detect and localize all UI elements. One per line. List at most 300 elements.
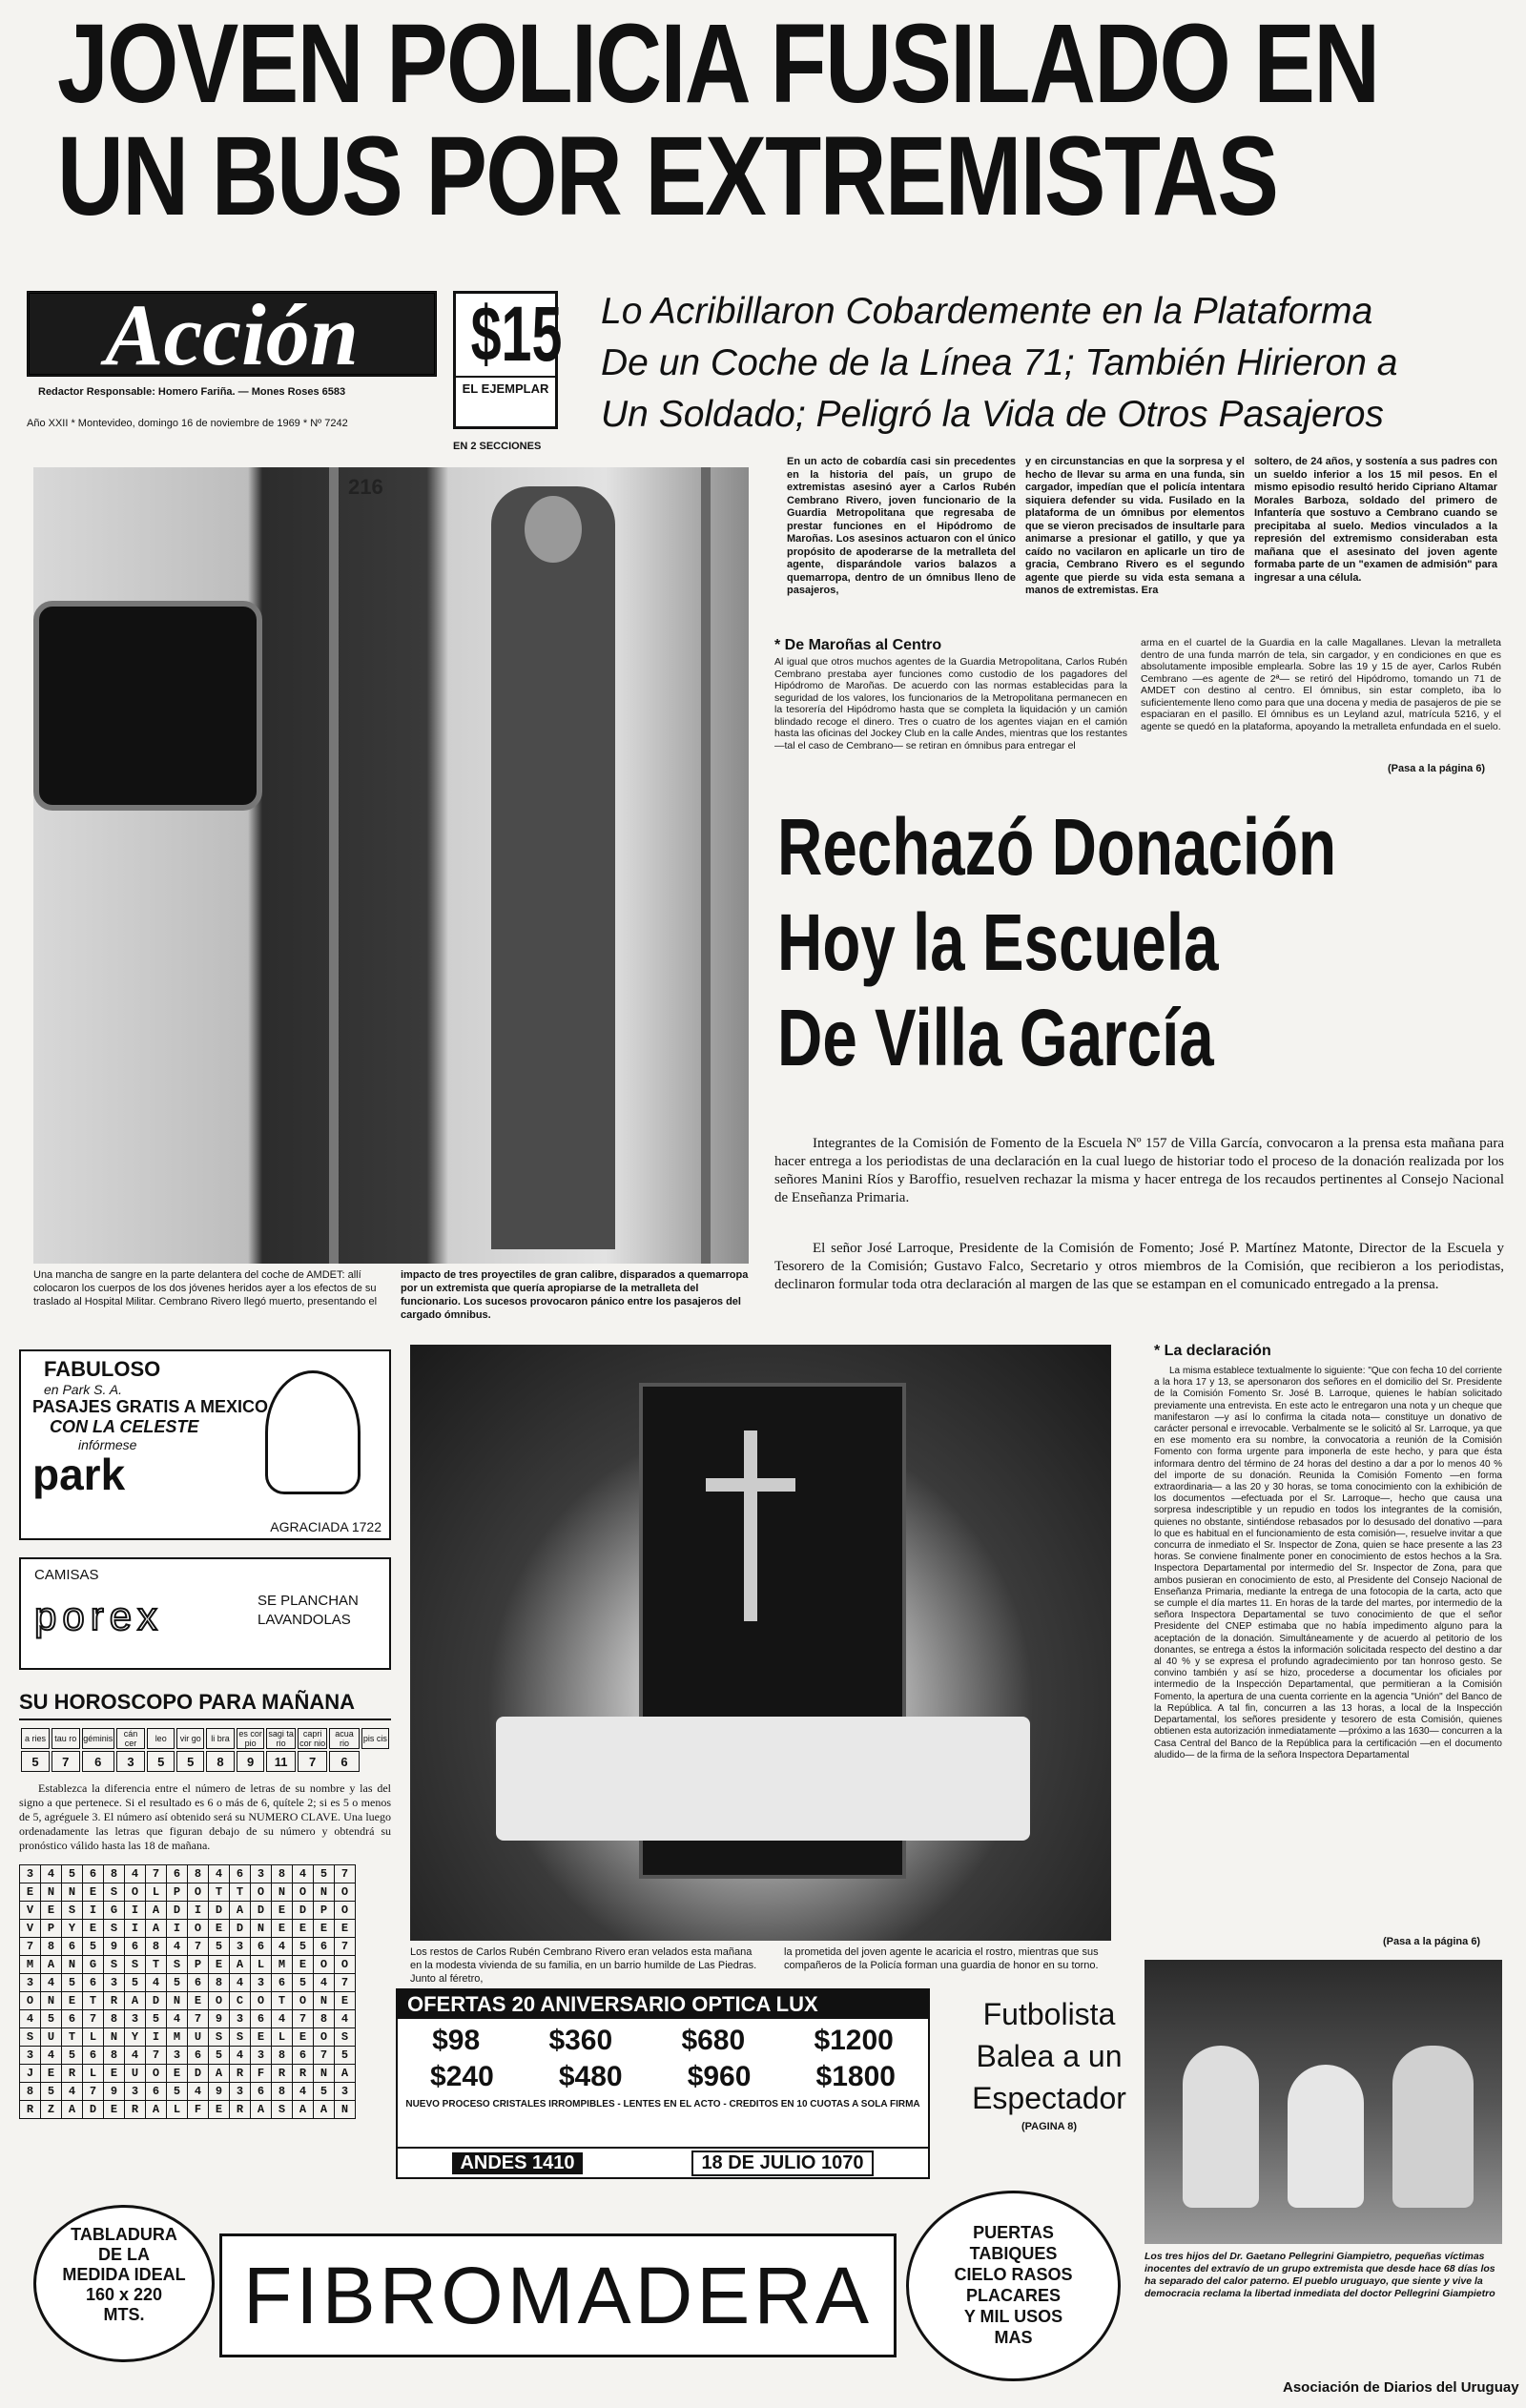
letter-grid-cell: O xyxy=(20,1992,41,2010)
letter-grid-cell: 5 xyxy=(83,1938,104,1956)
letter-grid-cell: 8 xyxy=(272,1865,293,1883)
letter-grid-cell: N xyxy=(314,2065,335,2083)
letter-grid-cell: L xyxy=(272,2028,293,2047)
price-unit: EL EJEMPLAR xyxy=(456,376,555,396)
optica-price: $960 xyxy=(687,2061,752,2092)
letter-grid-cell: 3 xyxy=(230,1938,251,1956)
letter-grid-cell: 4 xyxy=(167,2010,188,2028)
letter-grid-cell: 4 xyxy=(314,1974,335,1992)
letter-grid-cell: D xyxy=(251,1902,272,1920)
letter-grid-cell: L xyxy=(146,1883,167,1902)
letter-grid-cell: T xyxy=(62,2028,83,2047)
letter-grid-cell: S xyxy=(104,1956,125,1974)
letter-grid-cell: A xyxy=(125,1992,146,2010)
letter-grid-cell: Z xyxy=(41,2101,62,2119)
letter-grid-row xyxy=(20,1865,356,1883)
letter-grid-cell: 6 xyxy=(251,2010,272,2028)
horoscope-sign-cell: es cor pio xyxy=(237,1728,265,1749)
fibro-right-3: CIELO RASOS xyxy=(954,2265,1073,2284)
letter-grid-cell: E xyxy=(251,2028,272,2047)
letter-grid-cell: I xyxy=(125,1920,146,1938)
horoscope-sign-cell: vir go xyxy=(176,1728,204,1749)
dateline: Año XXII * Montevideo, domingo 16 de noviembre de 1969 * Nº 7242 xyxy=(27,418,348,429)
letter-grid-cell: 3 xyxy=(104,1974,125,1992)
letter-grid-cell: 6 xyxy=(314,1938,335,1956)
letter-grid-cell: E xyxy=(293,1956,314,1974)
optica-addresses xyxy=(398,2147,928,2177)
optica-price: $240 xyxy=(430,2061,494,2092)
letter-grid-cell: 6 xyxy=(167,1865,188,1883)
letter-grid-cell: F xyxy=(251,2065,272,2083)
school-headline xyxy=(777,799,1502,1085)
letter-grid-row xyxy=(20,1992,356,2010)
letter-grid-cell: 7 xyxy=(188,2010,209,2028)
letter-grid-cell: 4 xyxy=(230,2047,251,2065)
letter-grid-cell: E xyxy=(41,2065,62,2083)
letter-grid-cell: 3 xyxy=(20,2047,41,2065)
letter-grid-cell: D xyxy=(83,2101,104,2119)
letter-grid-cell: T xyxy=(83,1992,104,2010)
letter-grid-cell: 7 xyxy=(188,1938,209,1956)
fibro-right-1: PUERTAS xyxy=(973,2223,1054,2242)
letter-grid-cell: D xyxy=(188,2065,209,2083)
subheadline-line-1: Lo Acribillaron Cobardemente en la Plataforma xyxy=(601,291,1373,332)
letter-grid-cell: J xyxy=(20,2065,41,2083)
declaration-heading: * La declaración xyxy=(1154,1343,1271,1359)
horoscope-sign-cell: acua rio xyxy=(329,1728,359,1749)
letter-grid-cell: 8 xyxy=(272,2047,293,2065)
letter-grid-row xyxy=(20,2065,356,2083)
letter-grid-cell: 3 xyxy=(20,1865,41,1883)
letter-grid-cell: N xyxy=(167,1992,188,2010)
letter-grid-cell: 8 xyxy=(209,1974,230,1992)
letter-grid-cell: 5 xyxy=(314,1865,335,1883)
letter-grid-cell: O xyxy=(314,2028,335,2047)
park-ad xyxy=(19,1349,391,1540)
horoscope-instructions: Establezca la diferencia entre el número de letras de su nombre y las del signo a que pertenece. Si el resultado es 6 o más de 6, quítele 2; si es 5 o menos de 5, agréguele 3. El número así obtenido será su NUMERO CLAVE. Una luego ordenadamente las letras que figuran debajo de su número y obtendrá su pronóstico válido hasta las 18 de mañana. xyxy=(19,1781,391,1852)
school-paragraph-2: El señor José Larroque, Presidente de la Comisión de Fomento; José P. Martínez Matonte, Director de la Escuela y Tesorero de la Comisión; Gustavo Falco, Secretario y otros miembros de la Comisión, que recibieron a los periodistas, declinaron formular toda otra declaración al margen de las que se estampan en el comunicado entregado a la prensa. xyxy=(774,1241,1504,1292)
horoscope-number-cell: 11 xyxy=(266,1751,296,1772)
letter-grid-cell: L xyxy=(83,2065,104,2083)
letter-grid-cell: 8 xyxy=(20,2083,41,2101)
letter-grid-cell: 7 xyxy=(83,2010,104,2028)
headline-line-2: UN BUS POR EXTREMISTAS xyxy=(57,113,1278,239)
horoscope-number-cell: 3 xyxy=(116,1751,145,1772)
letter-grid-cell: 8 xyxy=(314,2010,335,2028)
letter-grid-cell: 4 xyxy=(167,1938,188,1956)
horoscope-signs-table xyxy=(19,1726,391,1774)
letter-grid-cell: O xyxy=(314,1956,335,1974)
horoscope-number-cell: 5 xyxy=(21,1751,50,1772)
letter-grid-cell: M xyxy=(272,1956,293,1974)
porex-brand: porex xyxy=(34,1594,164,1638)
letter-grid-cell: M xyxy=(167,2028,188,2047)
letter-grid-cell: T xyxy=(209,1883,230,1902)
school-paragraph-1: Integrantes de la Comisión de Fomento de la Escuela Nº 157 de Villa García, convocaron a la prensa esta mañana para hacer entrega a los periodistas de una declaración en la cual luego de historiar todo el proceso de la donación realizada por los señores Manini Ríos y Baroffio, resuelven rechazar la misma y hacer entrega de los recaudos pertinentes al Consejo Nacional de Enseñanza Primaria. xyxy=(774,1136,1504,1205)
letter-grid-cell: 5 xyxy=(62,2047,83,2065)
letter-grid-cell: 5 xyxy=(41,2010,62,2028)
letter-grid-cell: 5 xyxy=(167,2083,188,2101)
letter-grid-cell: I xyxy=(83,1902,104,1920)
subheadline xyxy=(601,286,1507,441)
letter-grid-cell: O xyxy=(293,1992,314,2010)
letter-grid-cell: 3 xyxy=(167,2047,188,2065)
letter-grid-row xyxy=(20,1974,356,1992)
horoscope-sign-cell: géminis xyxy=(82,1728,114,1749)
letter-grid-cell: 6 xyxy=(125,1938,146,1956)
letter-grid-cell: O xyxy=(188,1883,209,1902)
school-headline-line-2: Hoy la Escuela xyxy=(777,897,1219,987)
letter-grid-cell: A xyxy=(41,1956,62,1974)
horoscope-sign-cell: pis cis xyxy=(361,1728,389,1749)
letter-grid-cell: 3 xyxy=(251,1974,272,1992)
photo-caption-2b: la prometida del joven agente le acaricia el rostro, mientras que sus compañeros de la Policía forman una guardia de honor en su torno. xyxy=(784,1946,1099,1971)
letter-grid-cell: 4 xyxy=(62,2083,83,2101)
letter-grid-cell: 6 xyxy=(62,2010,83,2028)
letter-grid-cell: A xyxy=(230,1956,251,1974)
children-photo xyxy=(1144,1960,1502,2244)
letter-grid-cell: D xyxy=(146,1992,167,2010)
optica-address-1: ANDES 1410 xyxy=(452,2152,582,2174)
fibro-left-4: 160 x 220 xyxy=(85,2285,163,2304)
horoscope-number-cell: 5 xyxy=(147,1751,175,1772)
letter-grid-cell: U xyxy=(41,2028,62,2047)
letter-grid-cell: P xyxy=(188,1956,209,1974)
letter-grid-cell: 5 xyxy=(62,1974,83,1992)
futbolista-teaser xyxy=(963,1993,1135,2134)
optica-title: OFERTAS 20 ANIVERSARIO OPTICA LUX xyxy=(398,1990,928,2019)
letter-grid-cell: E xyxy=(209,1920,230,1938)
letter-grid-cell: I xyxy=(167,1920,188,1938)
letter-grid-cell: A xyxy=(146,1902,167,1920)
school-headline-line-1: Rechazó Donación xyxy=(777,802,1337,892)
park-company: en Park S. A. xyxy=(44,1382,122,1397)
letter-grid-cell: S xyxy=(272,2101,293,2119)
letter-grid-cell: I xyxy=(146,2028,167,2047)
police-photo xyxy=(33,467,749,1264)
policeman-figure xyxy=(491,486,615,1249)
letter-grid-cell: 4 xyxy=(209,1865,230,1883)
letter-grid-cell: 7 xyxy=(293,2010,314,2028)
declaration-text: La misma establece textualmente lo siguiente: "Que con fecha 10 del corriente a la hora 17 y 13, se apersonaron dos señores en el domicilio del Sr. Presidente de la Comisión Fomento Sr. José B. Larroque, quienes le habían solicitado previamente una entrevista. En este acto le entregaron una nota y un cheque que manifestaron —y así lo confirma la citada nota— constituye un donativo de carácter personal e irrevocable. Verbalmente se le solicitó al Sr. Larroque, ya que en ese momento era su nombre, la convocatoria a reunión de la Comisión Fomento con forma urgente para imponerla de este hecho, y para que ésta informara dentro del término de 24 horas del destino a dar a por lo menos 40 % del importe de su donación. Reunida la Comisión Fomento —en forma extraordinaria— a las 20 y 30 horas, se toma conocimiento con la exhibición de los documentos —efectuada por el Sr. Larroque—, hecho que causa una sorpresa indescriptible y un repudio en todos los integrantes de la comisión, quienes no obstante, sintiéndose rebasados por lo desusado del donativo —para lo que es habitual en el funcionamiento de esta comisión—, resuelve invitar a que concurra de inmediato el Sr. Inspector de Zona, quien se hace presente a las 23 horas. Se conviene finalmente poner en conocimiento de estos hechos a la Sra. Inspectora Departamental por intermedio del Sr. Inspector de Zona, para que ambos pusieran en conocimiento de esto, al Presidente del Consejo Nacional de Enseñanza Primaria, mediante la entrega de una fotocopia de la carta, acto que se cumple el día martes 11. En horas de la tarde del martes, por intermedio de la señora Inspectora Departamental se tuvo conocimiento de que el señor Presidente del CNEP estimaba que no había impedimento alguno para la aceptación de la donación. Simultáneamente y de acuerdo al petitorio de los donantes, se entrega a éstos la información solicitada respecto del destino a dar al 40 % y se expresa el profundo agradecimiento por tan honroso gesto. Se convino también y así se hizo, procederse a documentar los oficiales por intermedio de la Inspección Departamental, que permitieran a la Comisión Fomento, la apertura de una cuenta corriente en la agencia "Unión" del Banco de la República. A tal fin, concurren a las 13 horas, a local de la Inspección Departamental, los señores presidente y tesorero de esta Comisión, quienes obtienen esta autorización inmediatamente —próximo a las 1630— concurren a la Casa Central del Banco de la República para la certificación —en el documento aludido— de la firma de la señora Inspectora Departamental xyxy=(1154,1366,1502,1760)
letter-grid-cell: L xyxy=(167,2101,188,2119)
letter-grid-cell: S xyxy=(167,1956,188,1974)
letter-grid-cell: 5 xyxy=(335,2047,356,2065)
letter-grid-cell: 5 xyxy=(209,1938,230,1956)
letter-grid-cell: E xyxy=(104,2065,125,2083)
letter-grid-cell: V xyxy=(20,1902,41,1920)
letter-grid-cell: O xyxy=(125,1883,146,1902)
letter-grid-cell: 4 xyxy=(230,1974,251,1992)
horoscope-sign-cell: a ries xyxy=(21,1728,50,1749)
optica-prices-row-1 xyxy=(398,2025,928,2057)
letter-grid-cell: 6 xyxy=(146,2083,167,2101)
letter-grid-cell: 4 xyxy=(41,1865,62,1883)
letter-grid-cell: E xyxy=(293,1920,314,1938)
letter-grid-cell: 4 xyxy=(125,2047,146,2065)
letter-grid-cell: G xyxy=(83,1956,104,1974)
letter-grid-cell: A xyxy=(251,2101,272,2119)
horoscope-number-cell: 6 xyxy=(82,1751,114,1772)
letter-grid-cell: O xyxy=(188,1920,209,1938)
horoscope-number-cell: 5 xyxy=(176,1751,204,1772)
letter-grid-cell: N xyxy=(251,1920,272,1938)
letter-grid-cell: 8 xyxy=(104,2047,125,2065)
letter-grid-cell: N xyxy=(335,2101,356,2119)
letter-grid-cell: 3 xyxy=(335,2083,356,2101)
letter-grid-cell: R xyxy=(272,2065,293,2083)
optica-price: $480 xyxy=(558,2061,623,2092)
letter-grid-cell: A xyxy=(293,2101,314,2119)
porex-ad xyxy=(19,1557,391,1670)
fibro-left-5: MTS. xyxy=(103,2305,145,2324)
fibro-left-2: DE LA xyxy=(98,2245,150,2264)
letter-grid-cell: R xyxy=(230,2065,251,2083)
letter-grid-cell: 9 xyxy=(104,1938,125,1956)
letter-grid-cell: A xyxy=(209,2065,230,2083)
letter-grid-cell: E xyxy=(62,1992,83,2010)
maronas-text-1: Al igual que otros muchos agentes de la Guardia Metropolitana, Carlos Rubén Cembrano prestaba ayer funciones como custodio de los pagadores del Hipódromo de Maroñas. De acuerdo con las normas establecidas para la seguridad de los valores, los funcionarios de la Metropolitana permanecen en la tesorería del Hipódromo hasta que se completa la liquidación y un camión blindado recoge el dinero. Tres o cuatro de los agentes viajan en el camión hasta las oficinas del Jockey Club en la calle Andes, mientras que los restantes —tal el caso de Cembrano— se retiran en ómnibus para entregar el xyxy=(774,656,1127,751)
horoscope-sign-cell: tau ro xyxy=(52,1728,80,1749)
letter-grid-cell: T xyxy=(272,1992,293,2010)
cross-icon xyxy=(744,1430,757,1621)
futbolista-line-3: Espectador xyxy=(972,2081,1126,2115)
letter-grid-cell: S xyxy=(230,2028,251,2047)
coffin xyxy=(496,1717,1030,1841)
letter-grid-cell: 3 xyxy=(125,2010,146,2028)
letter-grid-cell: 8 xyxy=(104,1865,125,1883)
letter-grid-cell: 7 xyxy=(20,1938,41,1956)
letter-grid-cell: D xyxy=(230,1920,251,1938)
footer-credit: Asociación de Diarios del Uruguay xyxy=(1283,2379,1519,2396)
letter-grid-cell: 7 xyxy=(335,1865,356,1883)
headline-line-1: JOVEN POLICIA FUSILADO EN xyxy=(57,1,1379,127)
optica-price: $1800 xyxy=(815,2061,896,2092)
maronas-continued: (Pasa a la página 6) xyxy=(1388,763,1486,774)
letter-grid-cell: E xyxy=(188,1992,209,2010)
letter-grid-cell: Y xyxy=(125,2028,146,2047)
letter-grid-cell: R xyxy=(104,1992,125,2010)
policeman-head xyxy=(525,496,582,563)
letter-grid-row xyxy=(20,2083,356,2101)
letter-grid-cell: 3 xyxy=(230,2010,251,2028)
letter-grid-cell: 6 xyxy=(188,1974,209,1992)
letter-grid-cell: 5 xyxy=(293,1938,314,1956)
park-brand: park xyxy=(32,1450,126,1499)
letter-grid-cell: E xyxy=(335,1920,356,1938)
letter-grid-cell: S xyxy=(104,1883,125,1902)
letter-grid-cell: N xyxy=(272,1883,293,1902)
letter-grid-cell: O xyxy=(251,1883,272,1902)
letter-grid-cell: U xyxy=(125,2065,146,2083)
letter-grid-cell: R xyxy=(293,2065,314,2083)
park-offer: PASAJES GRATIS A MEXICO xyxy=(32,1397,269,1416)
letter-grid-cell: 4 xyxy=(293,1865,314,1883)
letter-grid-cell: E xyxy=(83,1920,104,1938)
letter-grid-row xyxy=(20,1956,356,1974)
porex-tagline xyxy=(258,1592,359,1630)
letter-grid-cell: 6 xyxy=(251,2083,272,2101)
letter-grid-cell: A xyxy=(146,1920,167,1938)
letter-grid-cell: 3 xyxy=(251,2047,272,2065)
futbolista-page: (PAGINA 8) xyxy=(1021,2121,1078,2132)
letter-grid-cell: 5 xyxy=(41,2083,62,2101)
letter-grid-cell: Y xyxy=(62,1920,83,1938)
fibro-brand: FIBROMADERA xyxy=(219,2233,897,2357)
letter-grid-cell: 9 xyxy=(209,2083,230,2101)
fibro-right-badge xyxy=(906,2191,1121,2381)
letter-grid-cell: 8 xyxy=(272,2083,293,2101)
futbolista-line-2: Balea a un xyxy=(976,2039,1123,2073)
optica-price: $680 xyxy=(681,2025,746,2056)
letter-grid-cell: 6 xyxy=(251,1938,272,1956)
horoscope-sign-cell: sagi ta rio xyxy=(266,1728,296,1749)
letter-grid-cell: 7 xyxy=(335,1938,356,1956)
horoscope-number-cell: 6 xyxy=(329,1751,359,1772)
lead-column-2: y en circunstancias en que la sorpresa y el hecho de llevar su arma en una funda, sin cargador, impedían que el policía intentara siquiera defender su vida. Fusilado en la plataforma de un ómnibus por elementos que se vieron precisados de insultarle para animarse a presionar el gatillo, y que ya caído no vacilaron en aplicarle un tiro de gracia, Cembrano Rivero es el segundo agente que pierde su vida esta semana a manos de extremistas. Era xyxy=(1025,456,1245,596)
letter-grid-cell: 5 xyxy=(146,2010,167,2028)
letter-grid-row xyxy=(20,1920,356,1938)
horoscope-number-cell: 8 xyxy=(206,1751,235,1772)
letter-grid-cell: 5 xyxy=(314,2083,335,2101)
letter-grid-cell: A xyxy=(62,2101,83,2119)
horoscope-number-cell: 9 xyxy=(237,1751,265,1772)
photo-caption-1b: impacto de tres proyectiles de gran calibre, disparados a quemarropa por un extremista que quería apropiarse de la metralleta del funcionario. Los sucesos provocaron pánico entre los pasajeros del cargado ómnibus. xyxy=(401,1269,749,1321)
letter-grid-cell: 8 xyxy=(104,2010,125,2028)
horoscope-signs-row xyxy=(21,1728,389,1749)
letter-grid-cell: S xyxy=(20,2028,41,2047)
letter-grid-cell: 9 xyxy=(209,2010,230,2028)
letter-grid-cell: 7 xyxy=(146,1865,167,1883)
letter-grid-cell: N xyxy=(104,2028,125,2047)
lead-column-1: En un acto de cobardía casi sin precedentes en la historia del país, un grupo de extremistas asesinó ayer a Carlos Rubén Cembrano Rivero, joven funcionario de la Guardia Metropolitana que regresaba de prestar funciones en el Hipódromo de Maroñas. Los asesinos actuaron con el único propósito de apoderarse de la metralleta del agente, disparándole varios balazos a quemarropa, dentro de un ómnibus lleno de pasajeros, xyxy=(787,456,1016,596)
horoscope-sign-cell: capri cor nio xyxy=(298,1728,327,1749)
letter-grid-cell: O xyxy=(335,1883,356,1902)
optica-price: $98 xyxy=(432,2025,481,2056)
letter-grid-cell: 6 xyxy=(83,2047,104,2065)
letter-grid-cell: A xyxy=(230,1902,251,1920)
letter-grid-cell: R xyxy=(125,2101,146,2119)
letter-grid-cell: P xyxy=(41,1920,62,1938)
sections-note: EN 2 SECCIONES xyxy=(453,441,542,452)
letter-grid-cell: E xyxy=(335,1992,356,2010)
letter-grid-cell: N xyxy=(41,1992,62,2010)
letter-grid-cell: N xyxy=(314,1883,335,1902)
letter-grid-cell: N xyxy=(62,1956,83,1974)
letter-grid-cell: E xyxy=(41,1902,62,1920)
letter-grid-cell: R xyxy=(230,2101,251,2119)
letter-grid-cell: 8 xyxy=(188,1865,209,1883)
horoscope-sign-cell: cán cer xyxy=(116,1728,145,1749)
park-address: AGRACIADA 1722 xyxy=(270,1519,382,1534)
horoscope-number-cell: 7 xyxy=(52,1751,80,1772)
letter-grid-cell: F xyxy=(188,2101,209,2119)
letter-grid-cell: 5 xyxy=(125,1974,146,1992)
letter-grid-cell: S xyxy=(335,2028,356,2047)
letter-grid-cell: M xyxy=(20,1956,41,1974)
letter-grid-cell: 5 xyxy=(62,1865,83,1883)
horoscope-title: SU HOROSCOPO PARA MAÑANA xyxy=(19,1690,391,1720)
letter-grid-cell: E xyxy=(167,2065,188,2083)
letter-grid-row xyxy=(20,2010,356,2028)
letter-grid-cell: E xyxy=(314,1920,335,1938)
letter-grid-cell: 7 xyxy=(146,2047,167,2065)
declaration-continued: (Pasa a la página 6) xyxy=(1383,1936,1481,1947)
letter-grid-cell: S xyxy=(125,1956,146,1974)
letter-grid-cell: 4 xyxy=(293,2083,314,2101)
maronas-text-2: arma en el cuartel de la Guardia en la calle Magallanes. Llevan la metralleta dentro de una funda marrón de tela, sin cargador, y en condiciones en que es absolutamente imposible emplearla. Sobre las 19 y 15 de ayer, Carlos Rubén Cembrano —es agente de 2ª— se retiró del Hipódromo, tomando un 71 de AMDET con destino al centro. El ómnibus, sin estar completo, iba lo suficientemente lleno como para que una docena y media de pasajeros de pie se espaciaran en el pasillo. El ómnibus es un Leyland azul, matrícula 5216, y el agente se quedó en la plataforma, apoyando la metralleta enfundada en el suelo. xyxy=(1141,637,1501,732)
letter-grid-cell: E xyxy=(20,1883,41,1902)
photo-caption-1a: Una mancha de sangre en la parte delantera del coche de AMDET: allí colocaron los cuerpos de los dos jóvenes heridos ayer a los efectos de su traslado al Hospital Militar. Cembrano Rivero llegó muerto, presentando el xyxy=(33,1269,378,1307)
letter-grid-cell: 4 xyxy=(41,1974,62,1992)
letter-grid-cell: 7 xyxy=(335,1974,356,1992)
letter-grid-cell: 4 xyxy=(125,1865,146,1883)
letter-grid-cell: N xyxy=(62,1883,83,1902)
child-figure xyxy=(1183,2046,1259,2208)
letter-grid-cell: 6 xyxy=(62,1938,83,1956)
porex-tagline-1: SE PLANCHAN xyxy=(258,1593,359,1609)
letter-grid-cell: O xyxy=(251,1992,272,2010)
photo-caption-2a: Los restos de Carlos Rubén Cembrano Rivero eran velados esta mañana en la modesta vivienda de su familia, en un barrio humilde de Las Piedras. Junto al féretro, xyxy=(410,1946,757,1985)
letter-grid-cell: 5 xyxy=(209,2047,230,2065)
child-figure xyxy=(1392,2046,1474,2208)
horoscope-numbers-row xyxy=(21,1751,389,1772)
letter-grid-cell: E xyxy=(209,1956,230,1974)
letter-grid-cell: 3 xyxy=(251,1865,272,1883)
letter-grid-cell: L xyxy=(251,1956,272,1974)
letter-grid-cell: R xyxy=(62,2065,83,2083)
letter-grid-cell: I xyxy=(125,1902,146,1920)
cross-bar xyxy=(706,1478,795,1492)
letter-grid-cell: R xyxy=(20,2101,41,2119)
letter-grid-cell: 7 xyxy=(314,2047,335,2065)
letter-grid-cell: E xyxy=(272,1920,293,1938)
letter-grid-cell: E xyxy=(293,2028,314,2047)
photo-caption-3: Los tres hijos del Dr. Gaetano Pellegrini Giampietro, pequeñas víctimas inocentes del extravío de un grupo extremista que desde hace 68 días los ha separado del calor paterno. El pueblo uruguayo, que siente y vive la democracia reclama la libertad inmediata del doctor Pellegrini Giampietro xyxy=(1144,2251,1495,2299)
letter-grid-cell: C xyxy=(230,1992,251,2010)
price: $15 xyxy=(470,291,563,378)
letter-grid-cell: G xyxy=(104,1902,125,1920)
letter-grid-cell: A xyxy=(314,2101,335,2119)
horoscope-section xyxy=(19,1690,391,2119)
letter-grid-cell: 6 xyxy=(188,2047,209,2065)
letter-grid-cell: T xyxy=(146,1956,167,1974)
bus-pole xyxy=(701,467,711,1264)
letter-grid-cell: D xyxy=(167,1902,188,1920)
optica-lux-ad xyxy=(396,1988,930,2179)
cartoon-mascot-icon xyxy=(265,1370,361,1494)
letter-grid-cell: 6 xyxy=(272,1974,293,1992)
letter-grid-cell: L xyxy=(83,2028,104,2047)
letter-grid-row xyxy=(20,2101,356,2119)
maronas-heading: * De Maroñas al Centro xyxy=(774,637,942,653)
letter-grid-cell: T xyxy=(230,1883,251,1902)
wake-photo xyxy=(410,1345,1111,1941)
horoscope-sign-cell: li bra xyxy=(206,1728,235,1749)
optica-prices-row-2 xyxy=(398,2061,928,2093)
letter-grid-cell: A xyxy=(146,2101,167,2119)
park-celeste: CON LA CELESTE xyxy=(50,1417,199,1436)
letter-grid-cell: D xyxy=(209,1902,230,1920)
letter-grid-cell: O xyxy=(335,1956,356,1974)
fibro-left-badge xyxy=(33,2205,215,2362)
letter-grid-cell: 5 xyxy=(293,1974,314,1992)
fibro-left-3: MEDIDA IDEAL xyxy=(62,2265,186,2284)
letter-grid-row xyxy=(20,1938,356,1956)
letter-grid-row xyxy=(20,2028,356,2047)
main-headline xyxy=(57,1,1488,239)
horoscope-sign-cell: leo xyxy=(147,1728,175,1749)
